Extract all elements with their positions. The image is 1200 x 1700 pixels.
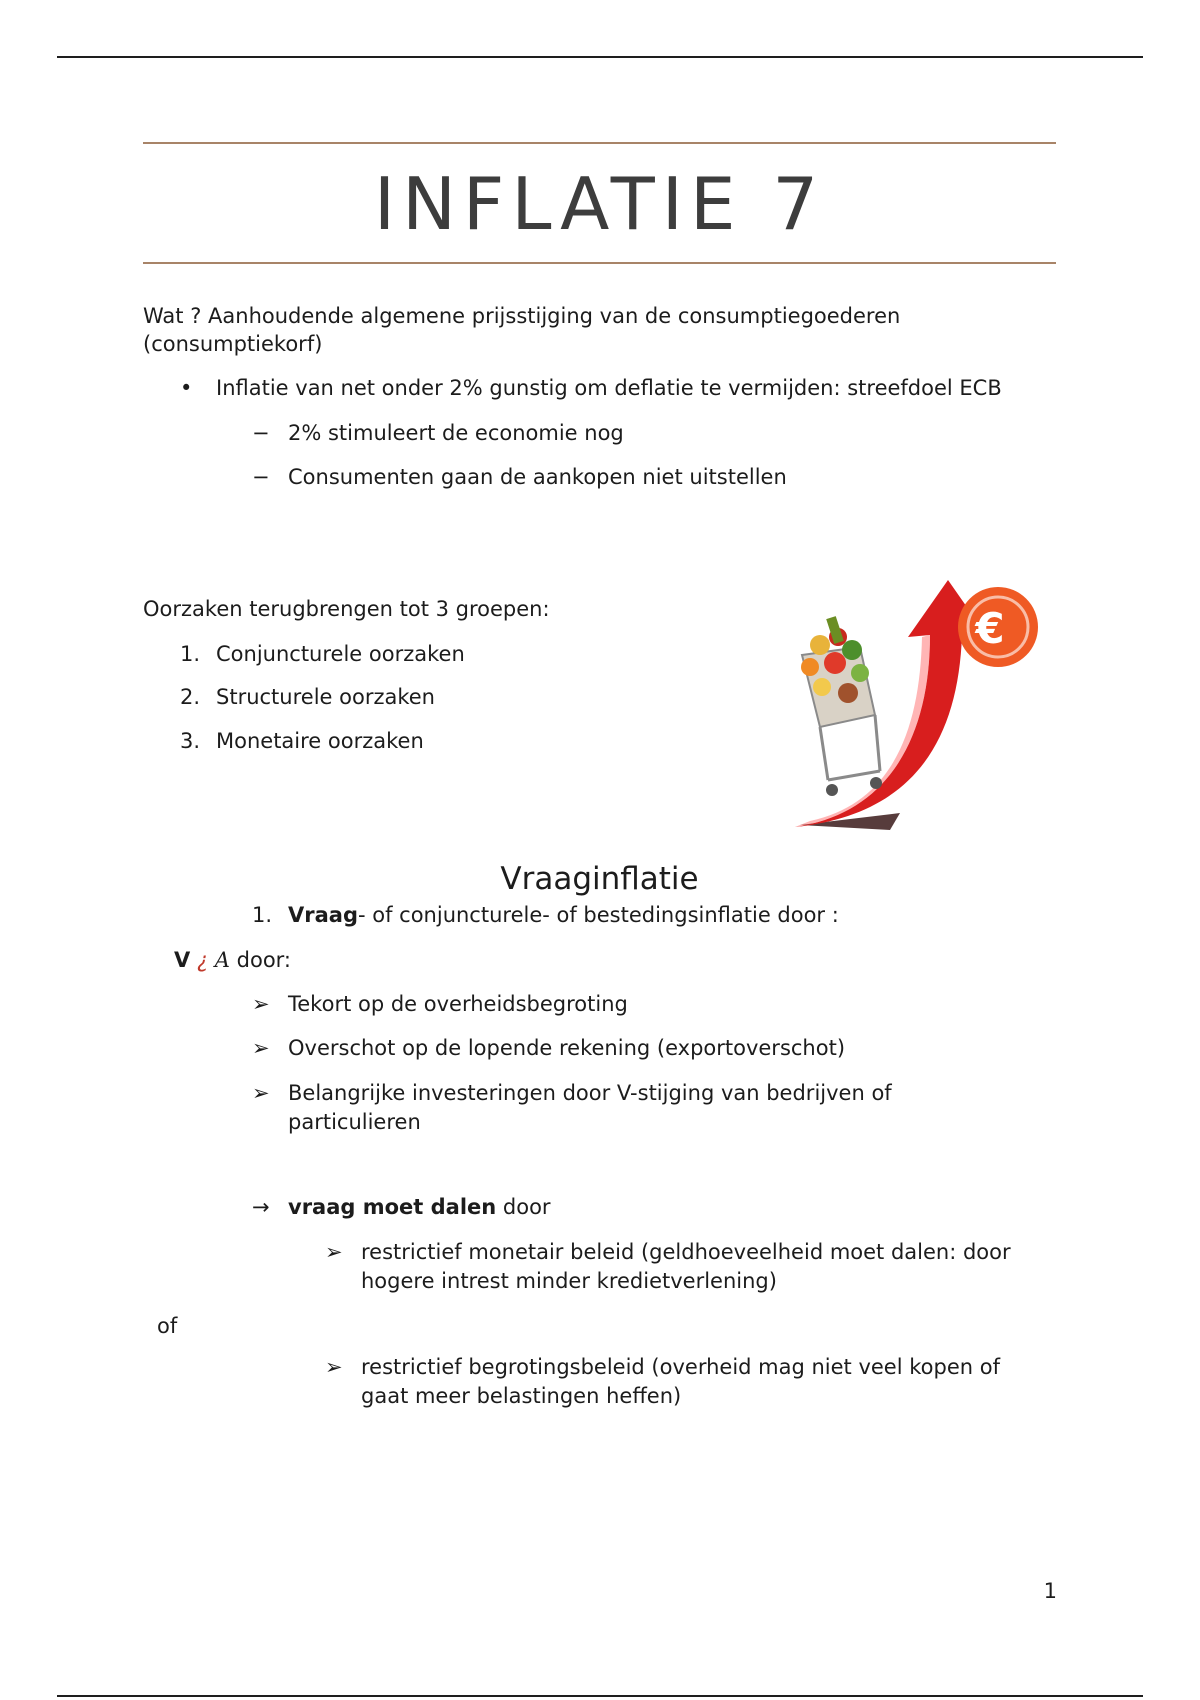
consequence-line bbox=[288, 1193, 551, 1222]
vraag-item-bold: Vraag bbox=[288, 903, 358, 927]
list-item: Monetaire oorzaken bbox=[216, 729, 424, 753]
bullet-item: Inflatie van net onder 2% gunstig om deflatie te vermijden: streefdoel ECB bbox=[216, 376, 1002, 400]
measure-item-continued: gaat meer belastingen heffen) bbox=[361, 1384, 682, 1408]
formula-line bbox=[174, 946, 291, 975]
list-number: 3. bbox=[180, 729, 201, 753]
reason-item: Tekort op de overheidsbegroting bbox=[288, 992, 628, 1016]
dash-marker: − bbox=[252, 465, 270, 489]
section-heading: Vraaginflatie bbox=[500, 861, 699, 897]
right-arrow-icon: → bbox=[252, 1195, 270, 1219]
page-bottom-rule bbox=[57, 1695, 1143, 1697]
reason-item: Belangrijke investeringen door V-stijging van bedrijven of bbox=[288, 1081, 892, 1105]
consequence-rest: door bbox=[496, 1195, 551, 1219]
measure-item: restrictief monetair beleid (geldhoeveelheid moet dalen: door bbox=[361, 1240, 1011, 1264]
measure-item: restrictief begrotingsbeleid (overheid mag niet veel kopen of bbox=[361, 1355, 1000, 1379]
list-number: 1. bbox=[252, 903, 273, 927]
arrowhead-bullet-icon: ➢ bbox=[325, 1355, 343, 1379]
or-connector: of bbox=[157, 1314, 178, 1338]
page-title: INFLATIE 7 bbox=[373, 162, 826, 246]
list-number: 2. bbox=[180, 685, 201, 709]
intro-line-2: (consumptiekorf) bbox=[143, 332, 323, 356]
intro-line-1: Wat ? Aanhoudende algemene prijsstijging van de consumptiegoederen bbox=[143, 304, 901, 328]
formula-a: A bbox=[214, 948, 230, 972]
measure-item-continued: hogere intrest minder kredietverlening) bbox=[361, 1269, 777, 1293]
reason-item: Overschot op de lopende rekening (exportoverschot) bbox=[288, 1036, 846, 1060]
sub-item: 2% stimuleert de economie nog bbox=[288, 421, 624, 445]
arrowhead-bullet-icon: ➢ bbox=[325, 1240, 343, 1264]
formula-symbol: ¿ bbox=[196, 948, 209, 972]
vraag-item bbox=[288, 901, 839, 930]
causes-intro: Oorzaken terugbrengen tot 3 groepen: bbox=[143, 597, 550, 621]
dash-marker: − bbox=[252, 421, 270, 445]
bullet-marker: • bbox=[180, 376, 193, 400]
title-bottom-rule bbox=[143, 262, 1056, 264]
inflation-illustration bbox=[780, 575, 1040, 835]
title-top-rule bbox=[143, 142, 1056, 144]
list-number: 1. bbox=[180, 642, 201, 666]
arrowhead-bullet-icon: ➢ bbox=[252, 1081, 270, 1105]
sub-item: Consumenten gaan de aankopen niet uitstellen bbox=[288, 465, 787, 489]
consequence-bold: vraag moet dalen bbox=[288, 1195, 497, 1219]
arrowhead-bullet-icon: ➢ bbox=[252, 1036, 270, 1060]
arrowhead-bullet-icon: ➢ bbox=[252, 992, 270, 1016]
euro-icon: € bbox=[975, 604, 1005, 653]
list-item: Conjuncturele oorzaken bbox=[216, 642, 465, 666]
formula-rest: door: bbox=[229, 948, 292, 972]
reason-item-continued: particulieren bbox=[288, 1110, 421, 1134]
formula-v: V bbox=[174, 948, 191, 972]
page-number: 1 bbox=[1043, 1579, 1057, 1603]
vraag-item-rest: - of conjuncturele- of bestedingsinflatie door : bbox=[357, 903, 839, 927]
list-item: Structurele oorzaken bbox=[216, 685, 435, 709]
shopping-cart-icon bbox=[801, 616, 882, 796]
page-top-rule bbox=[57, 56, 1143, 58]
